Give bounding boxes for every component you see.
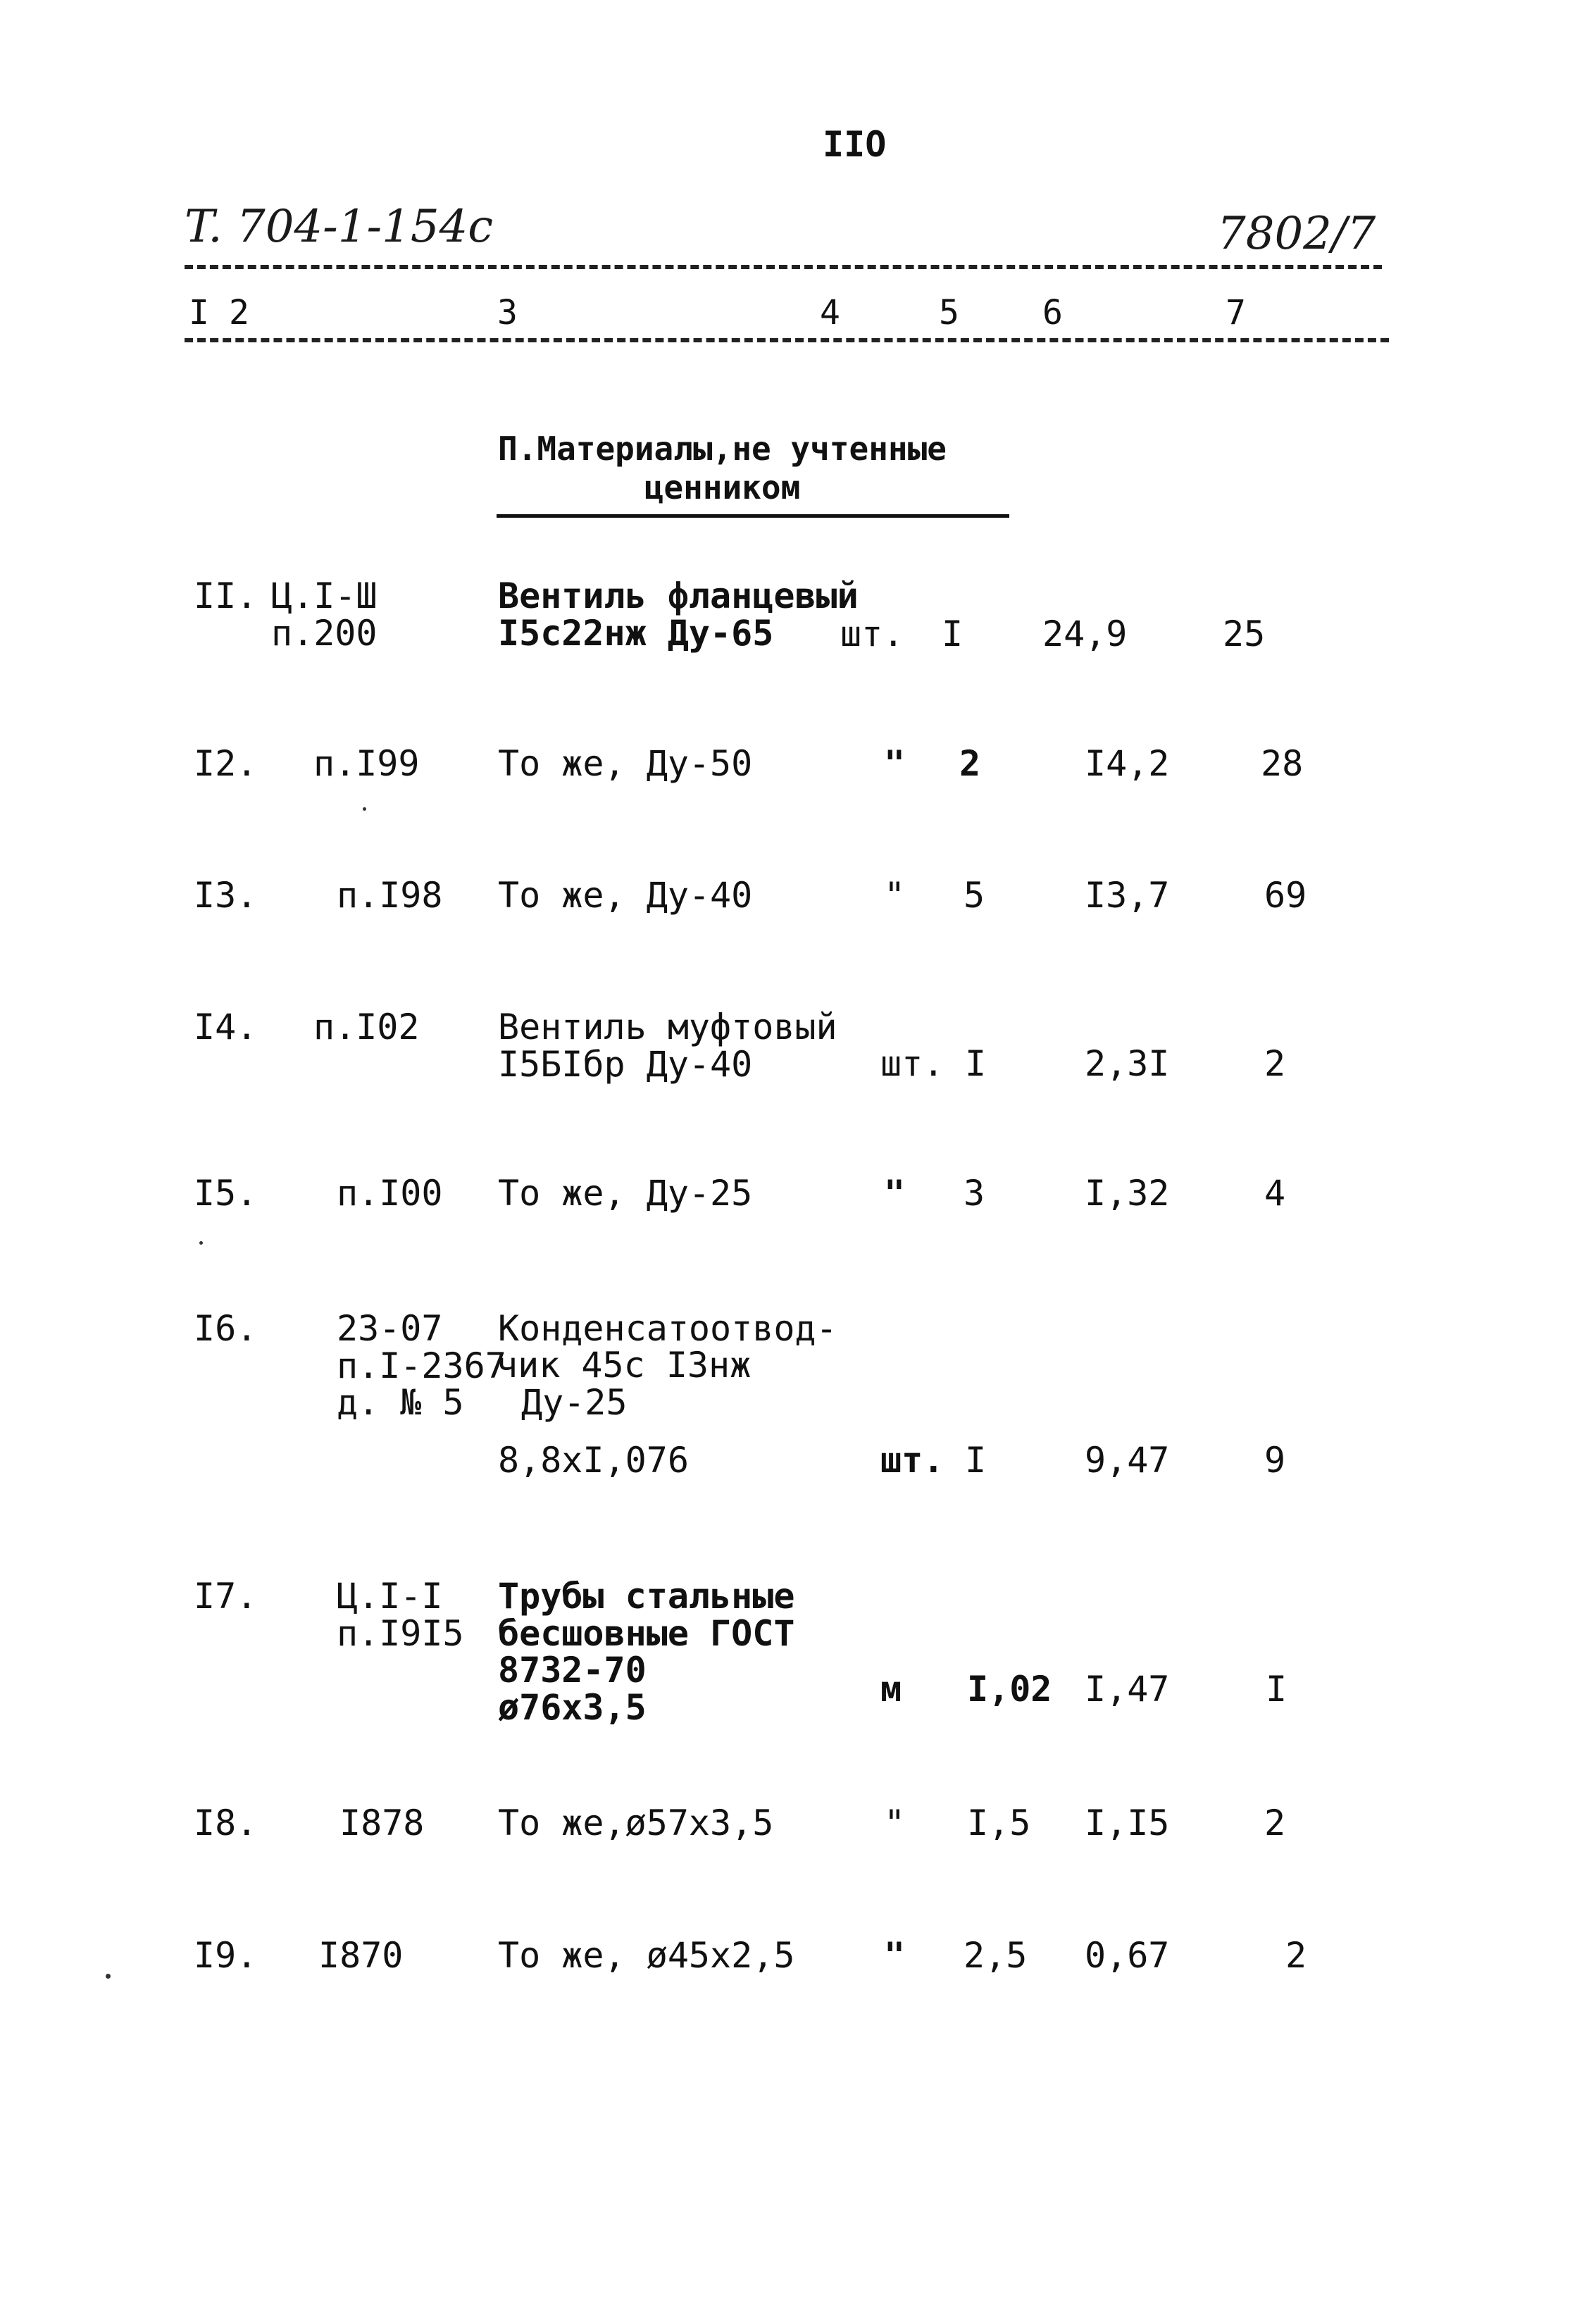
row-ref: Ц.I-Ш п.200 [271,575,378,654]
row-total: 69 [1264,875,1307,916]
row-ref: 23-07 п.I-2367 д. № 5 [337,1308,506,1423]
row-unit: " [884,1803,906,1843]
row-number: I6. [194,1308,258,1349]
row-ref: п.I02 [313,1007,420,1047]
row-unit: " [884,1173,906,1214]
row-description: То же, Ду-40 [498,875,753,916]
row-description: Трубы стальные бесшовные ГОСТ 8732-70 ø76x3,5 [498,1576,795,1728]
section-title-underline [497,514,1009,518]
row-number: I7. [194,1576,258,1617]
row-ref: п.I99 [313,743,420,784]
row-description: Конденсатоотвод- [498,1308,837,1349]
row-price: I,I5 [1085,1803,1170,1843]
column-numbers-dashed-line [185,338,1389,342]
row-price: I,47 [1085,1669,1170,1710]
row-quantity: 3 [964,1173,985,1214]
row-price: I,32 [1085,1173,1170,1214]
row-ref: п.I98 [337,875,443,916]
row-calculation: 8,8xI,076 [498,1440,689,1481]
row-description-line: Ду-25 [521,1382,628,1423]
row-price: 24,9 [1042,614,1128,654]
column-number-5: 5 [939,293,959,332]
row-total: 9 [1264,1440,1286,1481]
row-description-line: чик 45с I3нж [497,1345,752,1386]
row-number: I8. [194,1803,258,1843]
row-unit: " [884,875,906,916]
scan-speck [363,807,366,811]
row-unit: " [884,743,906,784]
row-description: То же, Ду-50 [498,743,753,784]
column-number-7: 7 [1226,293,1246,332]
row-number: I2. [194,743,258,784]
row-price: I4,2 [1085,743,1170,784]
row-description: То же, ø45x2,5 [498,1935,795,1976]
row-number: II. [194,575,258,616]
row-total: 25 [1223,614,1266,654]
row-description: То же,ø57x3,5 [498,1803,774,1843]
header-dashed-line [185,265,1382,269]
row-total: 28 [1261,743,1304,784]
section-title-line-1: П.Материалы,не учтенные [498,430,947,468]
row-total: 2 [1264,1043,1286,1084]
row-unit: шт. [880,1440,944,1481]
row-quantity: I,02 [967,1669,1052,1710]
row-price: I3,7 [1085,875,1170,916]
section-title-line-2: ценником [644,468,801,507]
row-total: 2 [1285,1935,1307,1976]
scan-speck [106,1974,111,1979]
row-number: I5. [194,1173,258,1214]
row-quantity: I,5 [967,1803,1031,1843]
row-quantity: 2,5 [964,1935,1028,1976]
row-unit: шт. [880,1043,944,1084]
row-price: 0,67 [1085,1935,1170,1976]
column-number-4: 4 [820,293,840,332]
row-total: 4 [1264,1173,1286,1214]
document-code: T. 704-1-154c [185,201,494,253]
row-ref: Ц.I-I п.I9I5 [337,1576,464,1654]
column-number-3: 3 [497,293,518,332]
row-unit: шт. [840,614,904,654]
page-number: IIO [823,124,887,165]
row-quantity: 2 [959,743,981,784]
row-ref: п.I00 [337,1173,443,1214]
column-number-1: I [189,293,209,332]
row-total: 2 [1264,1803,1286,1843]
row-price: 9,47 [1085,1440,1170,1481]
row-quantity: I [942,614,964,654]
row-number: I4. [194,1007,258,1047]
column-number-2: 2 [229,293,249,332]
row-quantity: 5 [964,875,985,916]
row-number: I9. [194,1935,258,1976]
row-description: Вентиль муфтовый I5БIбр Ду-40 [498,1007,837,1085]
row-unit: м [880,1669,902,1710]
row-description: Вентиль фланцевый I5с22нж Ду-65 [498,575,859,654]
row-description: То же, Ду-25 [498,1173,753,1214]
row-total: I [1266,1669,1288,1710]
document-number: 7802/7 [1217,208,1376,260]
row-ref: I878 [339,1803,425,1843]
row-ref: I870 [318,1935,404,1976]
row-number: I3. [194,875,258,916]
column-number-6: 6 [1042,293,1063,332]
row-price: 2,3I [1085,1043,1170,1084]
row-quantity: I [965,1440,987,1481]
row-quantity: I [965,1043,987,1084]
row-unit: " [884,1935,906,1976]
scan-speck [199,1241,203,1245]
section-title [498,430,947,507]
